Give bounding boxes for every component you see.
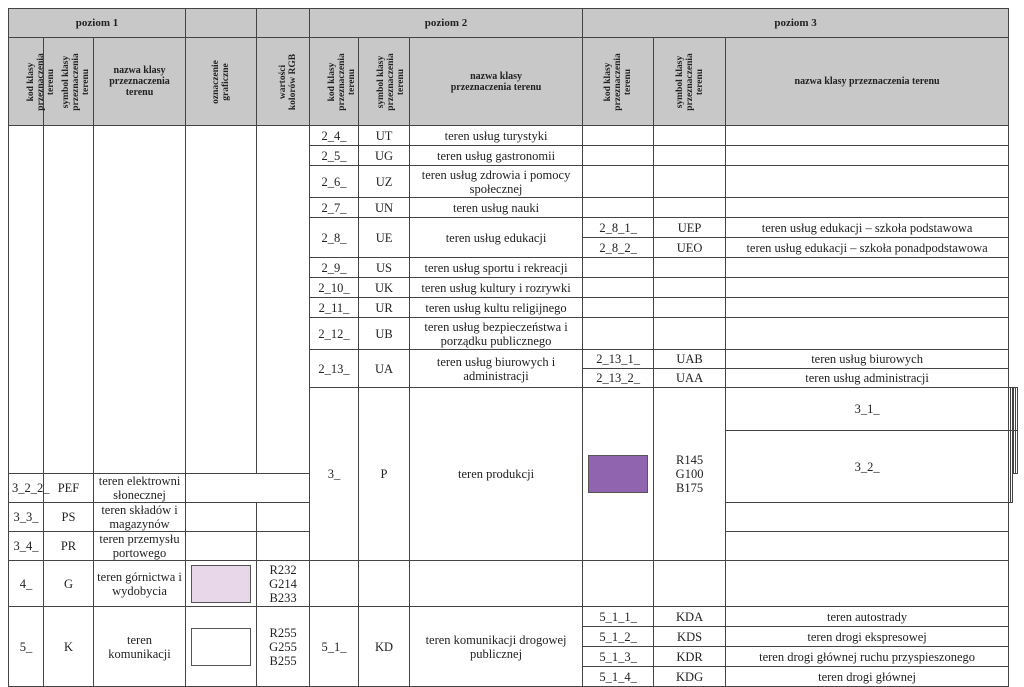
l1-symbol: P — [359, 388, 410, 561]
l2-symbol: UE — [359, 218, 410, 258]
l3-code: 5_1_3_ — [583, 647, 654, 667]
l1-name: teren produkcji — [410, 388, 583, 561]
col-code-1: kod klasy przeznaczenia terenu — [9, 38, 44, 126]
col-code-3: kod klasy przeznaczenia terenu — [583, 38, 654, 126]
l2-code: 3_3_ — [9, 503, 44, 532]
header-level3: poziom 3 — [583, 9, 1009, 38]
l3-code: 3_2_2_ — [9, 474, 44, 503]
l3-name: teren usług edukacji – szkoła podstawowa — [726, 218, 1009, 238]
color-swatch-cell — [186, 561, 257, 607]
col-symbol-2: symbol klasy przeznaczenia terenu — [359, 38, 410, 126]
l1-symbol: G — [44, 561, 94, 607]
l2-name: teren usług biurowych i administracji — [410, 350, 583, 388]
l3-name: teren autostrady — [726, 607, 1009, 627]
l2-name: teren przemysłu portowego — [94, 532, 186, 561]
l3-symbol: UAB — [654, 350, 726, 369]
header-row-columns — [9, 38, 1018, 126]
col-name-2: nazwa klasy przeznaczenia terenu — [410, 38, 583, 126]
l2-symbol: UN — [359, 198, 410, 218]
l1-code: 4_ — [9, 561, 44, 607]
l2-name: teren usług turystyki — [410, 126, 583, 146]
color-swatch-cell — [583, 388, 654, 561]
l3-name: teren usług edukacji – szkoła ponadpodstawowa — [726, 238, 1009, 258]
l3-code: 2_13_2_ — [583, 369, 654, 388]
l2-code: 2_6_ — [310, 166, 359, 198]
header-level1: poziom 1 — [9, 9, 186, 38]
l2-name: teren usług bezpieczeństwa i porządku publicznego — [410, 318, 583, 350]
l2-symbol: UG — [359, 146, 410, 166]
l3-symbol: KDS — [654, 627, 726, 647]
l2-symbol: UA — [359, 350, 410, 388]
header-blank-graphic — [186, 9, 257, 38]
l2-symbol: UB — [359, 318, 410, 350]
l3-name — [1016, 431, 1018, 474]
l2-name: teren komunikacji drogowej publicznej — [410, 607, 583, 687]
l2-code: 2_5_ — [310, 146, 359, 166]
l2-code: 5_1_ — [310, 607, 359, 687]
l1-rgb: R232 G214 B233 — [257, 561, 310, 607]
l3-symbol: UEP — [654, 218, 726, 238]
l3-symbol: UAA — [654, 369, 726, 388]
l2-name: teren usług gastronomii — [410, 146, 583, 166]
l3-symbol: KDA — [654, 607, 726, 627]
l1-code: 3_ — [310, 388, 359, 561]
l2-code: 3_2_ — [726, 431, 1009, 503]
l2-symbol: UZ — [359, 166, 410, 198]
col-rgb: wartości kolorów RGB — [257, 38, 310, 126]
color-swatch — [191, 565, 251, 603]
land-use-classification-table — [8, 8, 1018, 687]
l1-rgb: R145 G100 B175 — [654, 388, 726, 561]
table-row — [9, 126, 1018, 146]
header-level2: poziom 2 — [310, 9, 583, 38]
l3-symbol: KDR — [654, 647, 726, 667]
l1-name: teren górnictwa i wydobycia — [94, 561, 186, 607]
l3-symbol: UEO — [654, 238, 726, 258]
l3-code: 5_1_2_ — [583, 627, 654, 647]
l2-symbol: PR — [44, 532, 94, 561]
header-blank-rgb — [257, 9, 310, 38]
l1-symbol: K — [44, 607, 94, 687]
l2-code: 2_7_ — [310, 198, 359, 218]
l3-name: teren usług administracji — [726, 369, 1009, 388]
l2-symbol: UK — [359, 278, 410, 298]
l2-code: 2_12_ — [310, 318, 359, 350]
col-symbol-3: symbol klasy przeznaczenia terenu — [654, 38, 726, 126]
l2-name: teren usług kultury i rozrywki — [410, 278, 583, 298]
col-name-3: nazwa klasy przeznaczenia terenu — [726, 38, 1009, 126]
table-row — [9, 561, 1018, 607]
l2-code: 2_9_ — [310, 258, 359, 278]
l3-symbol: PEF — [44, 474, 94, 503]
l3-name: teren elektrowni słonecznej — [94, 474, 186, 503]
l2-code: 2_11_ — [310, 298, 359, 318]
l2-name: teren składów i magazynów — [94, 503, 186, 532]
l1-rgb: R255 G255 B255 — [257, 607, 310, 687]
l3-code: 2_8_2_ — [583, 238, 654, 258]
l2-symbol: US — [359, 258, 410, 278]
l2-name: teren usług nauki — [410, 198, 583, 218]
l3-symbol: KDG — [654, 667, 726, 687]
l3-name: teren drogi głównej — [726, 667, 1009, 687]
l2-name: teren usług kultu religijnego — [410, 298, 583, 318]
l2-name: teren usług zdrowia i pomocy społecznej — [410, 166, 583, 198]
table-row — [9, 607, 1018, 627]
l3-name: teren drogi ekspresowej — [726, 627, 1009, 647]
l2-name: teren usług edukacji — [410, 218, 583, 258]
l2-code: 2_13_ — [310, 350, 359, 388]
color-swatch — [588, 455, 648, 493]
l2-code: 2_8_ — [310, 218, 359, 258]
l2-symbol: UR — [359, 298, 410, 318]
l1-code: 5_ — [9, 607, 44, 687]
l2-code: 2_10_ — [310, 278, 359, 298]
col-code-2: kod klasy przeznaczenia terenu — [310, 38, 359, 126]
l3-code: 2_13_1_ — [583, 350, 654, 369]
l2-symbol: UT — [359, 126, 410, 146]
l1-name: teren komunikacji — [94, 607, 186, 687]
l2-name: teren usług sportu i rekreacji — [410, 258, 583, 278]
l2-code: 2_4_ — [310, 126, 359, 146]
l3-code: 5_1_4_ — [583, 667, 654, 687]
header-row-levels — [9, 9, 1018, 38]
color-swatch-cell — [186, 607, 257, 687]
l2-symbol: PS — [44, 503, 94, 532]
l3-name: teren drogi głównej ruchu przyspieszonego — [726, 647, 1009, 667]
l3-name: teren usług biurowych — [726, 350, 1009, 369]
l3-code: 5_1_1_ — [583, 607, 654, 627]
l2-symbol: KD — [359, 607, 410, 687]
col-name-1: nazwa klasy przeznaczenia terenu — [94, 38, 186, 126]
l2-code: 3_4_ — [9, 532, 44, 561]
color-swatch — [191, 628, 251, 666]
l3-code: 2_8_1_ — [583, 218, 654, 238]
l2-code: 3_1_ — [726, 388, 1009, 431]
col-symbol-1: symbol klasy przeznaczenia terenu — [44, 38, 94, 126]
col-graphic: oznaczenie graficzne — [186, 38, 257, 126]
